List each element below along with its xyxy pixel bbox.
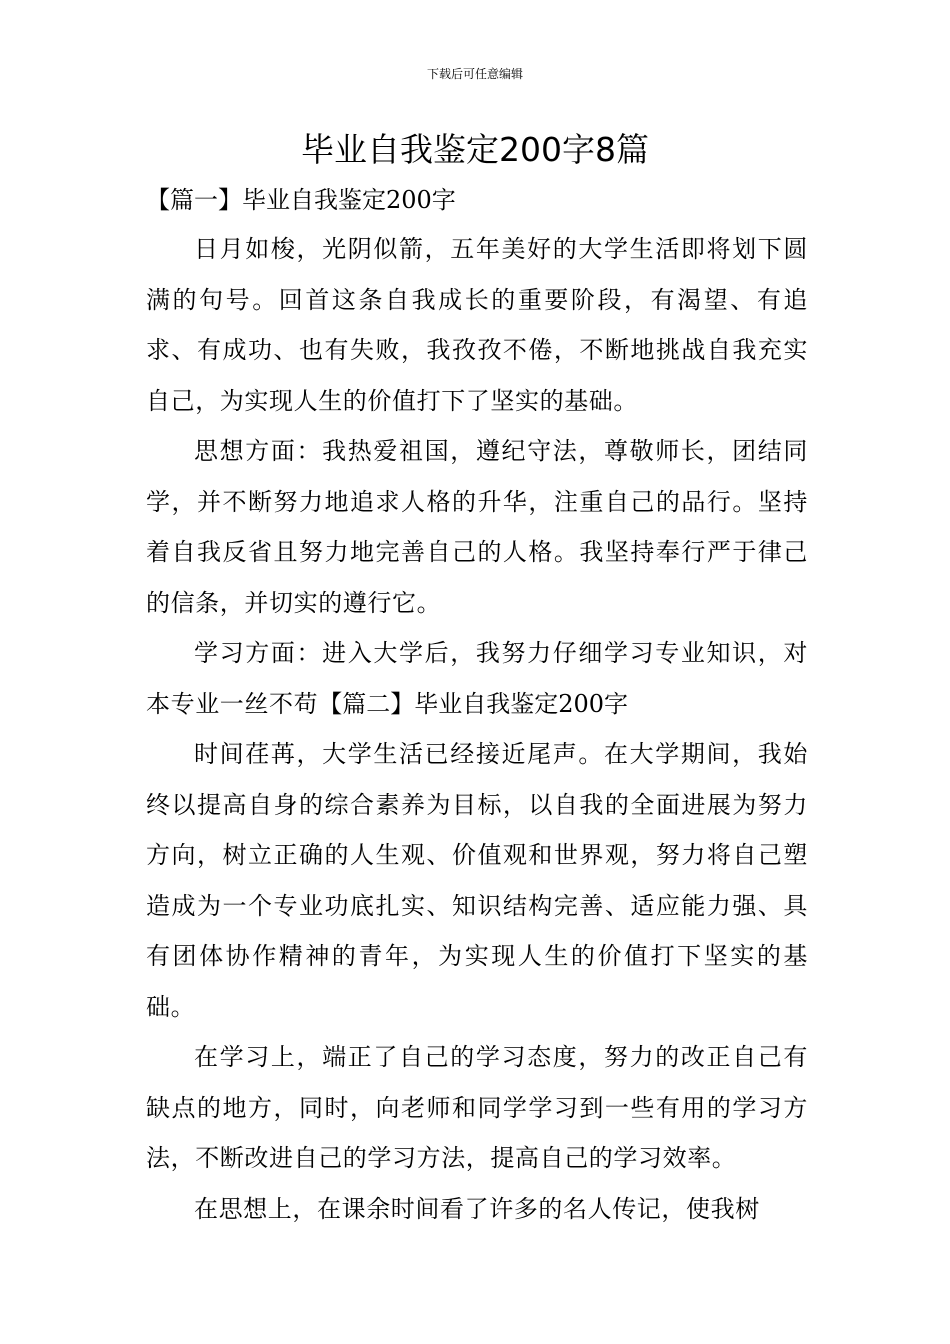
section-heading-1: 【篇一】毕业自我鉴定200字 [146,186,456,214]
paragraph [146,628,808,729]
paragraph: 日月如梭，光阴似箭，五年美好的大学生活即将划下圆满的句号。回首这条自我成长的重要阶段，有渴望、有追求、有成功、也有失败，我孜孜不倦，不断地挑战自我充实自己，为实现人生的价值打下了坚实的基础。 [146,235,808,415]
paragraph: 时间荏苒，大学生活已经接近尾声。在大学期间，我始终以提高自身的综合素养为目标，以自我的全面进展为努力方向，树立正确的人生观、价值观和世界观，努力将自己塑造成为一个专业功底扎实、知识结构完善、适应能力强、具有团体协作精神的青年，为实现人生的价值打下坚实的基础。 [146,740,808,1021]
paragraph: 在学习上，端正了自己的学习态度，努力的改正自己有缺点的地方，同时，向老师和同学学习到一些有用的学习方法，不断改进自己的学习方法，提高自己的学习效率。 [146,1043,808,1172]
header-note: 下载后可任意编辑 [426,67,523,81]
document-title: 毕业自我鉴定200字8篇 [301,130,649,169]
paragraph: 在思想上，在课余时间看了许多的名人传记，使我树 [194,1194,760,1223]
paragraph-text: 学习方面：进入大学后，我努力仔细学习专业知识，对本专业一丝不苟 [146,639,808,718]
section-heading-2: 【篇二】毕业自我鉴定200字 [318,689,629,718]
document-body [146,176,808,1234]
paragraph: 思想方面：我热爱祖国，遵纪守法，尊敬师长，团结同学，并不断努力地追求人格的升华，注重自己的品行。坚持着自我反省且努力地完善自己的人格。我坚持奉行严于律己的信条，并切实的遵行它。 [146,437,808,617]
